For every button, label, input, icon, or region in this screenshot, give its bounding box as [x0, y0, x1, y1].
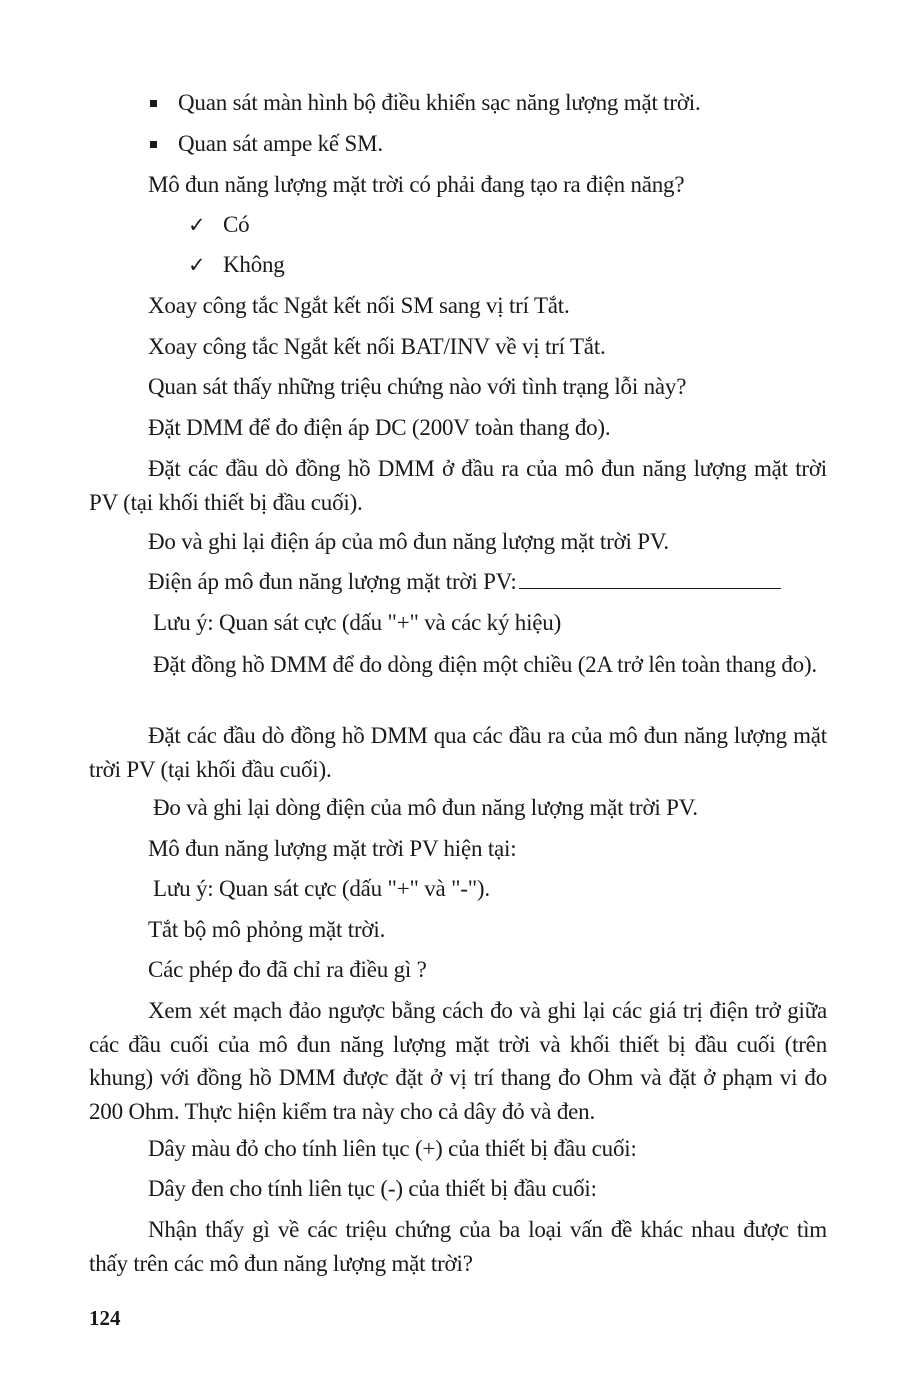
step-check-reverse-circuit [89, 994, 827, 1128]
step-turn-sm-off: Xoay công tắc Ngắt kết nối SM sang vị trí Tắt. [148, 293, 570, 318]
note-polarity-2: Lưu ý: Quan sát cực (dấu "+" và "-"). [153, 876, 490, 901]
step-set-dmm-current [89, 648, 827, 682]
paragraph-text: Đặt đồng hồ DMM để đo dòng điện một chiều (2A trở lên toàn thang đo). [153, 652, 817, 677]
current-label: Mô đun năng lượng mặt trời PV hiện tại: [148, 836, 517, 861]
voltage-field [148, 567, 781, 597]
bullet-item: Quan sát màn hình bộ điều khiển sạc năng lượng mặt trời. [178, 90, 701, 115]
bullet-item: Quan sát ampe kế SM. [178, 131, 383, 156]
square-bullet-icon [150, 141, 157, 148]
black-wire-label: Dây đen cho tính liên tục (-) của thiết bị đầu cuối: [148, 1176, 597, 1201]
paragraph-text: Đặt các đầu dò đồng hồ DMM ở đầu ra của mô đun năng lượng mặt trời PV (tại khối thiết bị đầu cuối). [89, 456, 827, 515]
option-no: Không [223, 252, 285, 277]
step-place-probes-current [89, 719, 827, 786]
paragraph-text: Đặt các đầu dò đồng hồ DMM qua các đầu ra của mô đun năng lượng mặt trời PV (tại khối đầu cuối). [89, 723, 827, 782]
option-yes: Có [223, 212, 250, 237]
symptoms-question: Quan sát thấy những triệu chứng nào với tình trạng lỗi này? [148, 374, 687, 399]
final-question [89, 1213, 827, 1280]
check-icon: ✓ [188, 253, 206, 277]
red-wire-label: Dây màu đỏ cho tính liên tục (+) của thiết bị đầu cuối: [148, 1136, 637, 1161]
voltage-label: Điện áp mô đun năng lượng mặt trời PV: [148, 569, 517, 594]
step-turn-off-simulator: Tắt bộ mô phỏng mặt trời. [148, 917, 386, 942]
question-power-generation: Mô đun năng lượng mặt trời có phải đang tạo ra điện năng? [148, 172, 685, 197]
check-icon: ✓ [188, 213, 206, 237]
square-bullet-icon [150, 100, 157, 107]
step-measure-voltage: Đo và ghi lại điện áp của mô đun năng lượng mặt trời PV. [148, 529, 669, 554]
paragraph-text: Nhận thấy gì về các triệu chứng của ba loại vấn đề khác nhau được tìm thấy trên các mô đun năng lượng mặt trời? [89, 1217, 827, 1276]
step-measure-current: Đo và ghi lại dòng điện của mô đun năng lượng mặt trời PV. [153, 795, 698, 820]
measurements-question: Các phép đo đã chỉ ra điều gì ? [148, 957, 427, 982]
page-number: 124 [89, 1306, 121, 1330]
voltage-answer-blank[interactable] [519, 570, 781, 589]
step-turn-bat-off: Xoay công tắc Ngắt kết nối BAT/INV về vị trí Tắt. [148, 334, 606, 359]
paragraph-text: Xem xét mạch đảo ngược bằng cách đo và ghi lại các giá trị điện trở giữa các đầu cuối của mô đun năng lượng mặt trời và khối thiết bị đầu cuối (trên khung) với đồng hồ DMM được đặt ở vị trí thang đo Ohm và đặt ở phạm vi đo 200 Ohm. Thực hiện kiểm tra này cho cả dây đỏ và đen. [89, 998, 827, 1124]
note-polarity-1: Lưu ý: Quan sát cực (dấu "+" và các ký hiệu) [153, 610, 562, 635]
step-set-dmm-voltage: Đặt DMM để đo điện áp DC (200V toàn thang đo). [148, 415, 611, 440]
step-place-probes-voltage [89, 452, 827, 519]
